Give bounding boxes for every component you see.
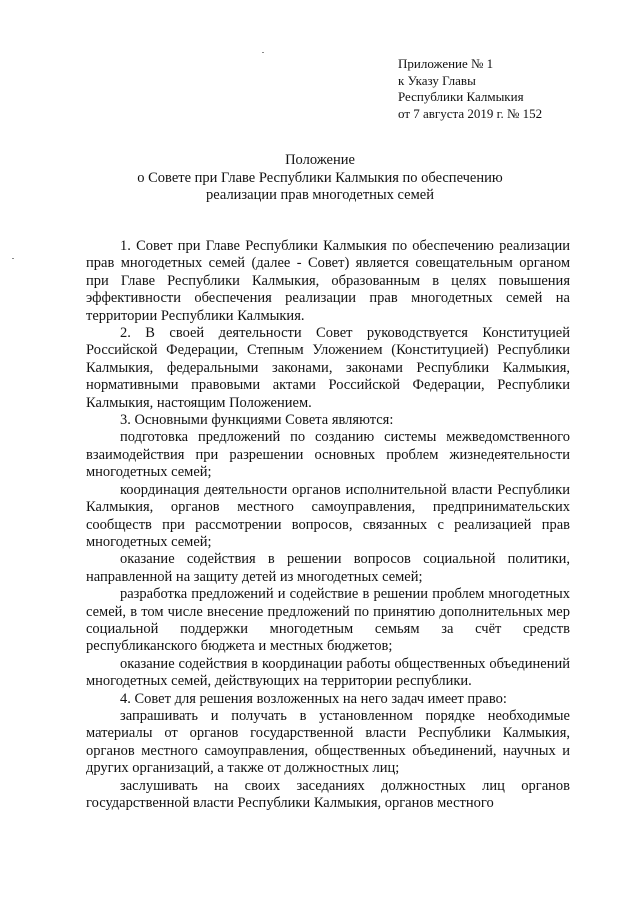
annex-decree-ref: к Указу Главы	[398, 72, 476, 88]
annex-date: от 7 августа 2019 г. № 152	[398, 105, 543, 121]
function-item-5: оказание содействия в координации работы общественных объединений многодетных семей, действующих на территории республики.	[86, 655, 570, 690]
function-item-1: подготовка предложений по созданию системы межведомственного взаимодействия при разрешении основных проблем жизнедеятельности многодетных семей;	[86, 429, 570, 481]
document-title	[0, 152, 640, 205]
scan-speck	[262, 52, 264, 53]
paragraph-3: 3. Основными функциями Совета являются:	[120, 412, 394, 429]
paragraph-1: 1. Совет при Главе Республики Калмыкия по обеспечению реализации прав многодетных семей (далее - Совет) является совещательным органом при Главе Республики Калмыкия, образованным в целях повышения эффективности обеспечения реализации прав многодетных семей на территории Республики Калмыкия.	[86, 238, 570, 324]
annex-header	[398, 56, 542, 122]
scan-speck	[12, 258, 14, 259]
right-item-2: заслушивать на своих заседаниях должностных лиц органов государственной власти Республики Калмыкия, органов местного	[86, 777, 570, 811]
title-line-2: о Совете при Главе Республики Калмыкия по обеспечению	[137, 169, 503, 186]
right-item-1: запрашивать и получать в установленном порядке необходимые материалы от органов государственной власти Республики Калмыкия, органов местного самоуправления, общественных объединений, научных и других организаций, а также от должностных лиц;	[86, 707, 570, 777]
function-item-3: оказание содействия в решении вопросов социальной политики, направленной на защиту детей из многодетных семей;	[86, 551, 570, 585]
paragraph-2: 2. В своей деятельности Совет руководствуется Конституцией Российской Федерации, Степным Уложением (Конституцией) Республики Калмыкия, федеральными законами, законами Республики Калмыкия, нормативными правовыми актами Российской Федерации, Республики Калмыкия, настоящим Положением.	[86, 325, 570, 411]
function-item-4: разработка предложений и содействие в решении проблем многодетных семей, в том числе внесение предложений по принятию дополнительных мер социальной поддержки многодетным семьям за счёт средств республиканского бюджета и местных бюджетов;	[86, 586, 570, 655]
function-item-2: координация деятельности органов исполнительной власти Республики Калмыкия, органов местного самоуправления, предпринимательских сообществ при рассмотрении вопросов, связанных с реализацией прав многодетных семей;	[86, 481, 570, 550]
paragraph-4: 4. Совет для решения возложенных на него задач имеет право:	[120, 690, 507, 707]
document-body	[86, 238, 570, 812]
annex-republic: Республики Калмыкия	[398, 89, 524, 104]
title-line-1: Положение	[285, 152, 355, 168]
annex-number: Приложение № 1	[398, 56, 494, 71]
title-line-3: реализации прав многодетных семей	[206, 187, 434, 203]
